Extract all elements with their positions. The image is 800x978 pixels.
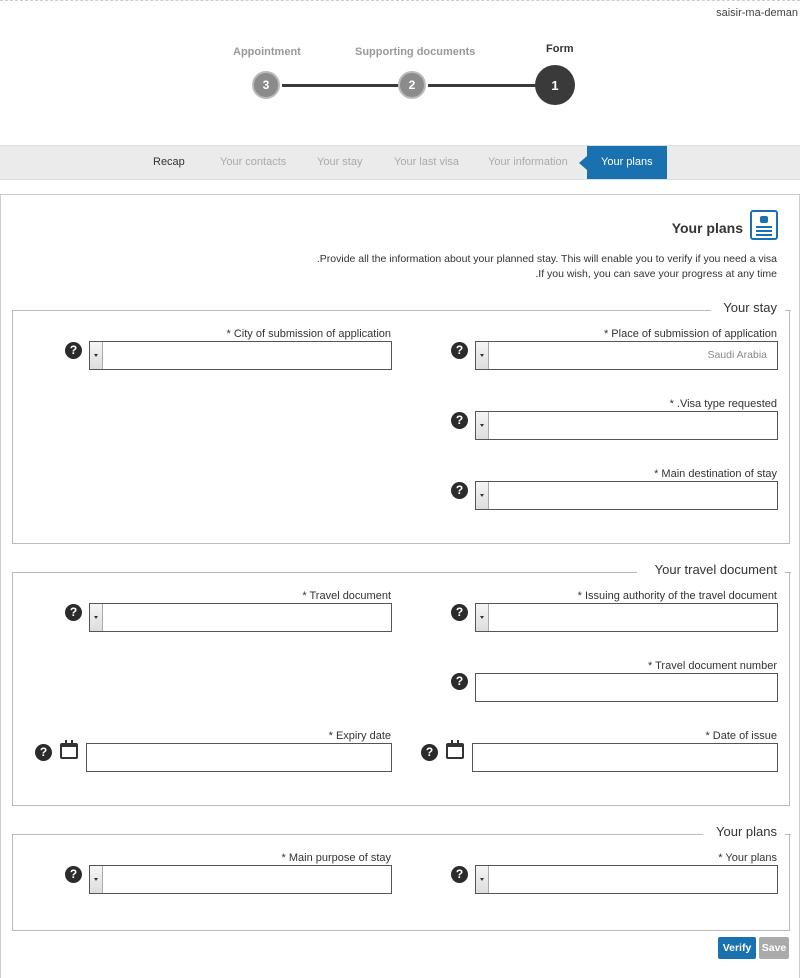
field-label-city: * City of submission of application bbox=[226, 328, 391, 340]
field-label-visa-type: * .Visa type requested bbox=[669, 398, 777, 410]
question-circle-icon[interactable]: ? bbox=[451, 482, 468, 499]
calendar-icon[interactable] bbox=[60, 743, 78, 759]
section-legend: Your travel document bbox=[654, 562, 777, 577]
corner-text: saisir-ma-deman bbox=[716, 7, 798, 19]
step-connector bbox=[428, 84, 538, 87]
form-tabs bbox=[0, 145, 800, 180]
visa-type-select[interactable] bbox=[475, 411, 778, 440]
city-select[interactable] bbox=[89, 341, 392, 370]
main-purpose-select[interactable] bbox=[89, 865, 392, 894]
tab-your-plans[interactable]: Your plans bbox=[587, 146, 667, 179]
chevron-down-icon bbox=[90, 342, 103, 369]
question-circle-icon[interactable]: ? bbox=[421, 744, 438, 761]
field-label-travel-document: * Travel document bbox=[302, 590, 391, 602]
field-label-document-number: * Travel document number bbox=[647, 660, 777, 672]
field-label-expiry-date: * Expiry date bbox=[328, 730, 391, 742]
question-circle-icon[interactable]: ? bbox=[451, 866, 468, 883]
document-number-input[interactable] bbox=[475, 673, 778, 702]
section-your-plans bbox=[12, 824, 790, 931]
calendar-icon[interactable] bbox=[446, 743, 464, 759]
chevron-down-icon bbox=[476, 412, 489, 439]
issuing-authority-select[interactable] bbox=[475, 603, 778, 632]
tab-your-information[interactable]: Your information bbox=[488, 156, 568, 168]
step-circle-supporting-documents[interactable]: 2 bbox=[398, 71, 426, 99]
chevron-down-icon bbox=[476, 342, 489, 369]
panel-title: Your plans bbox=[671, 220, 743, 236]
field-label-main-purpose: * Main purpose of stay bbox=[281, 852, 391, 864]
id-card-icon bbox=[750, 210, 778, 240]
question-circle-icon[interactable]: ? bbox=[65, 342, 82, 359]
section-legend: Your stay bbox=[723, 300, 777, 315]
tab-your-last-visa[interactable]: Your last visa bbox=[394, 156, 460, 168]
step-connector bbox=[282, 84, 400, 87]
chevron-down-icon bbox=[476, 866, 489, 893]
step-circle-form: 1 bbox=[535, 65, 575, 105]
question-circle-icon[interactable]: ? bbox=[65, 866, 82, 883]
tab-recap[interactable]: Recap bbox=[153, 156, 185, 168]
question-circle-icon[interactable]: ? bbox=[65, 604, 82, 621]
field-label-destination: * Main destination of stay bbox=[654, 468, 777, 480]
section-travel-document bbox=[12, 562, 790, 806]
tab-your-stay[interactable]: Your stay bbox=[317, 156, 363, 168]
question-circle-icon[interactable]: ? bbox=[35, 744, 52, 761]
field-label-date-of-issue: * Date of issue bbox=[705, 730, 777, 742]
step-label-supporting-documents: Supporting documents bbox=[355, 46, 476, 58]
field-label-your-plans: * Your plans bbox=[718, 852, 777, 864]
save-button[interactable]: Save bbox=[759, 937, 789, 959]
destination-select[interactable] bbox=[475, 481, 778, 510]
intro-text-line2: .If you wish, you can save your progress at any time bbox=[535, 268, 777, 280]
step-label-form: Form bbox=[546, 43, 574, 55]
question-circle-icon[interactable]: ? bbox=[451, 342, 468, 359]
step-label-appointment: Appointment bbox=[233, 46, 301, 58]
expiry-date-input[interactable] bbox=[86, 743, 392, 772]
date-of-issue-input[interactable] bbox=[472, 743, 778, 772]
field-label-issuing-authority: * Issuing authority of the travel document bbox=[577, 590, 777, 602]
travel-document-select[interactable] bbox=[89, 603, 392, 632]
chevron-down-icon bbox=[90, 604, 103, 631]
chevron-down-icon bbox=[476, 604, 489, 631]
question-circle-icon[interactable]: ? bbox=[451, 604, 468, 621]
progress-stepper bbox=[0, 0, 800, 140]
section-your-stay bbox=[12, 300, 790, 544]
field-label-place: * Place of submission of application bbox=[603, 328, 777, 340]
chevron-down-icon bbox=[476, 482, 489, 509]
intro-text-line1: .Provide all the information about your planned stay. This will enable you to verify if you need a visa bbox=[316, 253, 777, 265]
question-circle-icon[interactable]: ? bbox=[451, 673, 468, 690]
place-select[interactable] bbox=[475, 341, 778, 370]
tab-your-contacts[interactable]: Your contacts bbox=[220, 156, 287, 168]
step-circle-appointment[interactable]: 3 bbox=[252, 71, 280, 99]
place-select-value: Saudi Arabia bbox=[707, 349, 767, 361]
verify-button[interactable]: Verify bbox=[718, 937, 756, 959]
form-panel bbox=[0, 194, 800, 978]
chevron-down-icon bbox=[90, 866, 103, 893]
section-legend: Your plans bbox=[716, 824, 777, 839]
question-circle-icon[interactable]: ? bbox=[451, 412, 468, 429]
your-plans-select[interactable] bbox=[475, 865, 778, 894]
